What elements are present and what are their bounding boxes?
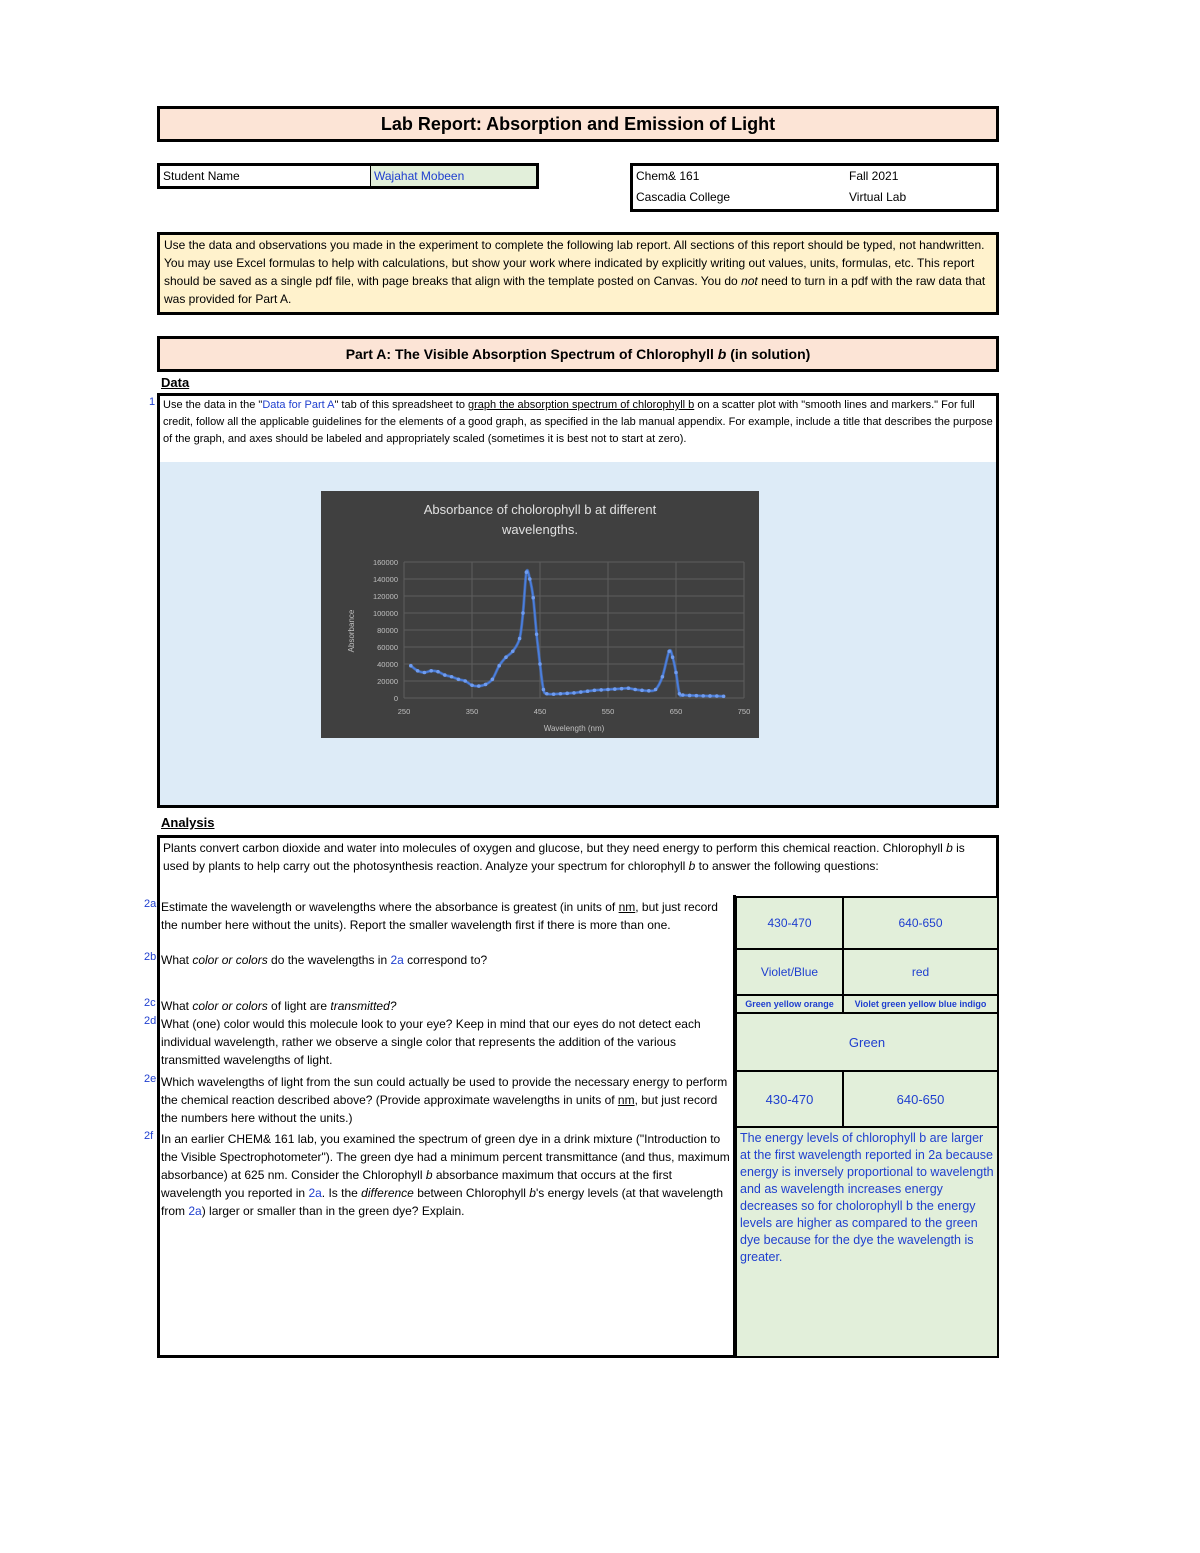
absorbance-chart (321, 491, 759, 738)
data-tab-link[interactable]: Data for Part A (262, 399, 335, 411)
q2a-answer-2[interactable]: 640-650 (842, 896, 999, 950)
data-point (633, 688, 637, 692)
report-title: Lab Report: Absorption and Emission of Light (157, 106, 999, 142)
data-point (661, 675, 665, 679)
q2f-text-6: ) larger or smaller than in the green dye? Explain. (201, 1204, 465, 1218)
data-point (552, 692, 556, 696)
q2f-text-3: . Is the (321, 1186, 362, 1200)
data-point (511, 649, 515, 653)
data-point (579, 690, 583, 694)
q2b-text-2: do the wavelengths in (267, 953, 391, 967)
y-tick-label: 60000 (377, 643, 398, 652)
x-tick-label: 750 (737, 707, 751, 716)
analysis-intro-2: is used by plants to help carry out the photosynthesis reaction. Analyze your spectrum for chlorophyll (163, 841, 965, 873)
chart-ylabel: Absorbance (347, 609, 356, 653)
data-point (491, 678, 495, 682)
course-term: Fall 2021 (849, 169, 899, 183)
q2a-number: 2a (144, 898, 157, 910)
q2c-text-2: of light are (267, 999, 331, 1013)
q2a-prompt (161, 898, 729, 934)
lab-type: Virtual Lab (849, 190, 907, 204)
q2f-ref-2: 2a (188, 1204, 202, 1218)
q2e-prompt (161, 1073, 731, 1127)
data-point (671, 655, 675, 659)
x-tick-label: 550 (601, 707, 615, 716)
q2c-answer-2[interactable]: Violet green yellow blue indigo (842, 994, 999, 1014)
instructions-text-2: need to turn in a pdf with the raw data that was provided for Part A. (164, 274, 986, 306)
y-tick-label: 140000 (372, 575, 398, 584)
q2e-text-1: Which wavelengths of light from the sun could actually be used to provide the necessary energy to perform the chemical reaction described above? (Provide approximate wavelengths in units of (161, 1075, 728, 1107)
q2e-unit: nm (617, 1093, 635, 1107)
data-point (559, 692, 563, 696)
chart-area (160, 462, 996, 805)
x-tick-label: 350 (465, 707, 479, 716)
data-point (586, 689, 590, 693)
data-point (613, 687, 617, 691)
q2f-emphasis: difference (361, 1186, 414, 1200)
q2e-answer-1[interactable]: 430-470 (735, 1070, 844, 1128)
course-info (630, 163, 999, 212)
data-point (715, 694, 719, 698)
q2f-prompt (161, 1130, 731, 1220)
instructions-box (157, 232, 999, 315)
q1-text-1: Use the data in the " (163, 399, 263, 411)
data-section-label: Data (161, 375, 190, 390)
q2f-ref: 2a (308, 1186, 322, 1200)
data-point (542, 688, 546, 692)
college-name: Cascadia College (636, 190, 731, 204)
data-point (620, 687, 624, 691)
data-point (463, 679, 467, 683)
data-point (518, 637, 522, 641)
data-point (695, 694, 699, 698)
data-point (477, 684, 481, 688)
data-point (593, 689, 597, 693)
data-point (688, 694, 692, 698)
analysis-intro-3: to answer the following questions: (695, 859, 879, 873)
q2b-emphasis: color or colors (192, 953, 268, 967)
q2c-answer-1[interactable]: Green yellow orange (735, 994, 844, 1014)
q2b-prompt (161, 951, 729, 969)
q2a-unit: nm (618, 900, 636, 914)
analysis-intro-b: b (946, 841, 953, 855)
q2b-text-3: correspond to? (403, 953, 488, 967)
data-point (647, 689, 651, 693)
student-name-field[interactable]: Wajahat Mobeen (371, 166, 536, 186)
y-tick-label: 160000 (372, 558, 398, 567)
q2c-prompt (161, 997, 729, 1015)
q2f-b: b (425, 1168, 433, 1182)
q2c-text-1: What (161, 999, 193, 1013)
q2f-text-5: 's energy levels (at that wavelength from (161, 1186, 724, 1218)
data-point (470, 683, 474, 687)
chart-title-line1: Absorbance of cholorophyll b at different (423, 502, 657, 517)
q2f-text-4: between Chlorophyll (413, 1186, 530, 1200)
q1-box (157, 393, 999, 808)
q2a-text-1: Estimate the wavelength or wavelengths where the absorbance is greatest (in units of (161, 900, 619, 914)
q1-prompt (160, 396, 996, 464)
analysis-intro-b2: b (688, 859, 696, 873)
analysis-section-label: Analysis (161, 815, 215, 830)
chart-title-line2: wavelengths. (502, 522, 578, 537)
data-point (528, 577, 532, 581)
data-point (599, 688, 603, 692)
part-a-heading-text: Part A: The Visible Absorption Spectrum of Chlorophyll (345, 346, 718, 362)
student-name-row (157, 163, 539, 189)
q2b-text-1: What (161, 953, 193, 967)
q2c-number: 2c (144, 997, 156, 1009)
data-point (525, 570, 529, 574)
data-point (701, 694, 705, 698)
data-point (545, 692, 549, 696)
data-point (640, 689, 644, 693)
y-tick-label: 40000 (377, 660, 398, 669)
data-point (674, 671, 678, 675)
q2b-ref: 2a (390, 953, 404, 967)
data-point (443, 673, 447, 677)
instructions-text-1: Use the data and observations you made in the experiment to complete the following lab report. All sections of this report should be typed, not handwritten. You may use Excel formulas to help with calculations, but show your work where indicated by explicitly writing out values, units, formulas, etc. This report should be saved as a single pdf file, with page breaks that align with the template posted on Canvas. You do (164, 238, 985, 288)
data-point (436, 670, 440, 674)
q2b-number: 2b (144, 951, 157, 963)
data-point (484, 683, 488, 687)
data-point (722, 695, 726, 699)
q1-text-3: on a scatter plot with "smooth lines and markers." For full credit, follow all the applicable guidelines for the elements of a good graph, as specified in the lab manual appendix. For example, include a title that describes the purpose of the graph, and axes should be labeled and appropriately scaled (sometimes it is best not to start at zero). (163, 399, 993, 445)
data-point (497, 664, 501, 668)
q2e-number: 2e (144, 1073, 157, 1085)
part-a-heading-italic: b (717, 346, 727, 362)
y-tick-label: 20000 (377, 677, 398, 686)
x-tick-label: 650 (669, 707, 683, 716)
y-tick-label: 120000 (372, 592, 398, 601)
x-tick-label: 450 (533, 707, 547, 716)
data-point (572, 691, 576, 695)
data-point (429, 669, 433, 673)
data-point (535, 632, 539, 636)
q2c-emphasis: color or colors (192, 999, 268, 1013)
q1-underlined: graph the absorption spectrum of chlorophyll b (468, 399, 695, 411)
data-point (538, 662, 542, 666)
y-tick-label: 80000 (377, 626, 398, 635)
data-point (531, 596, 535, 600)
data-point (457, 678, 461, 682)
q2d-number: 2d (144, 1015, 157, 1027)
data-point (423, 671, 427, 675)
q2f-number: 2f (144, 1130, 154, 1142)
data-point (681, 693, 685, 697)
y-tick-label: 0 (393, 694, 398, 703)
analysis-intro (157, 835, 999, 898)
data-point (416, 669, 420, 673)
y-tick-label: 100000 (372, 609, 398, 618)
q2d-prompt: What (one) color would this molecule look to your eye? Keep in mind that our eyes do not detect each individual wavelength, rather we observe a single color that represents the addition of the various transmitted wavelengths of light. (161, 1017, 701, 1067)
q2b-answer-2[interactable]: red (842, 948, 999, 996)
data-point (654, 688, 658, 692)
q1-text-2: " tab of this spreadsheet to (334, 399, 469, 411)
x-tick-label: 250 (397, 707, 411, 716)
data-point (606, 688, 610, 692)
data-point (708, 694, 712, 698)
instructions-emphasis: not (741, 274, 758, 288)
part-a-heading-suffix: (in solution) (726, 346, 811, 362)
q2a-answer-1[interactable]: 430-470 (735, 896, 844, 950)
q2d-answer[interactable]: Green (735, 1012, 999, 1072)
q2f-b2: b (529, 1186, 536, 1200)
data-point (409, 664, 413, 668)
data-point (678, 692, 682, 696)
q1-number: 1 (149, 396, 156, 408)
data-point (450, 675, 454, 679)
course-name: Chem& 161 (636, 169, 700, 183)
chart-xlabel: Wavelength (nm) (543, 724, 605, 733)
data-point (565, 692, 569, 696)
data-point (504, 655, 508, 659)
q2f-text-2: absorbance maximum that occurs at the first wavelength you reported in (161, 1168, 672, 1200)
q2f-text-1: In an earlier CHEM& 161 lab, you examined the spectrum of green dye in a drink mixture ("Introduction to the Visible Spectrophotometer"). The green dye had a minimum percent transmittance (and thus, maximum absorbance) at 625 nm. Consider the Chlorophyll (161, 1132, 730, 1182)
part-a-heading (157, 336, 999, 372)
q2e-text-2: , but just record the numbers here without the units.) (161, 1093, 718, 1125)
q2b-answer-1[interactable]: Violet/Blue (735, 948, 844, 996)
analysis-intro-1: Plants convert carbon dioxide and water into molecules of oxygen and glucose, but they need energy to perform this chemical reaction. Chlorophyll (163, 841, 947, 855)
data-point (521, 611, 525, 615)
q2c-emphasis-2: transmitted? (330, 999, 397, 1013)
student-name-label: Student Name (160, 166, 371, 186)
q2f-answer[interactable]: The energy levels of chlorophyll b are larger at the first wavelength reported in 2a because energy is inversely proportional to wavelength and as wavelength increases energy decreases so for cholorophyll b the energy levels are higher as compared to the green dye because for the dye the wavelength is greater. (735, 1126, 999, 1358)
q2e-answer-2[interactable]: 640-650 (842, 1070, 999, 1128)
q2a-text-2: , but just record the number here without the units). Report the smaller wavelength first if there is more than one. (161, 900, 718, 932)
data-point (667, 649, 671, 653)
data-point (627, 686, 631, 690)
